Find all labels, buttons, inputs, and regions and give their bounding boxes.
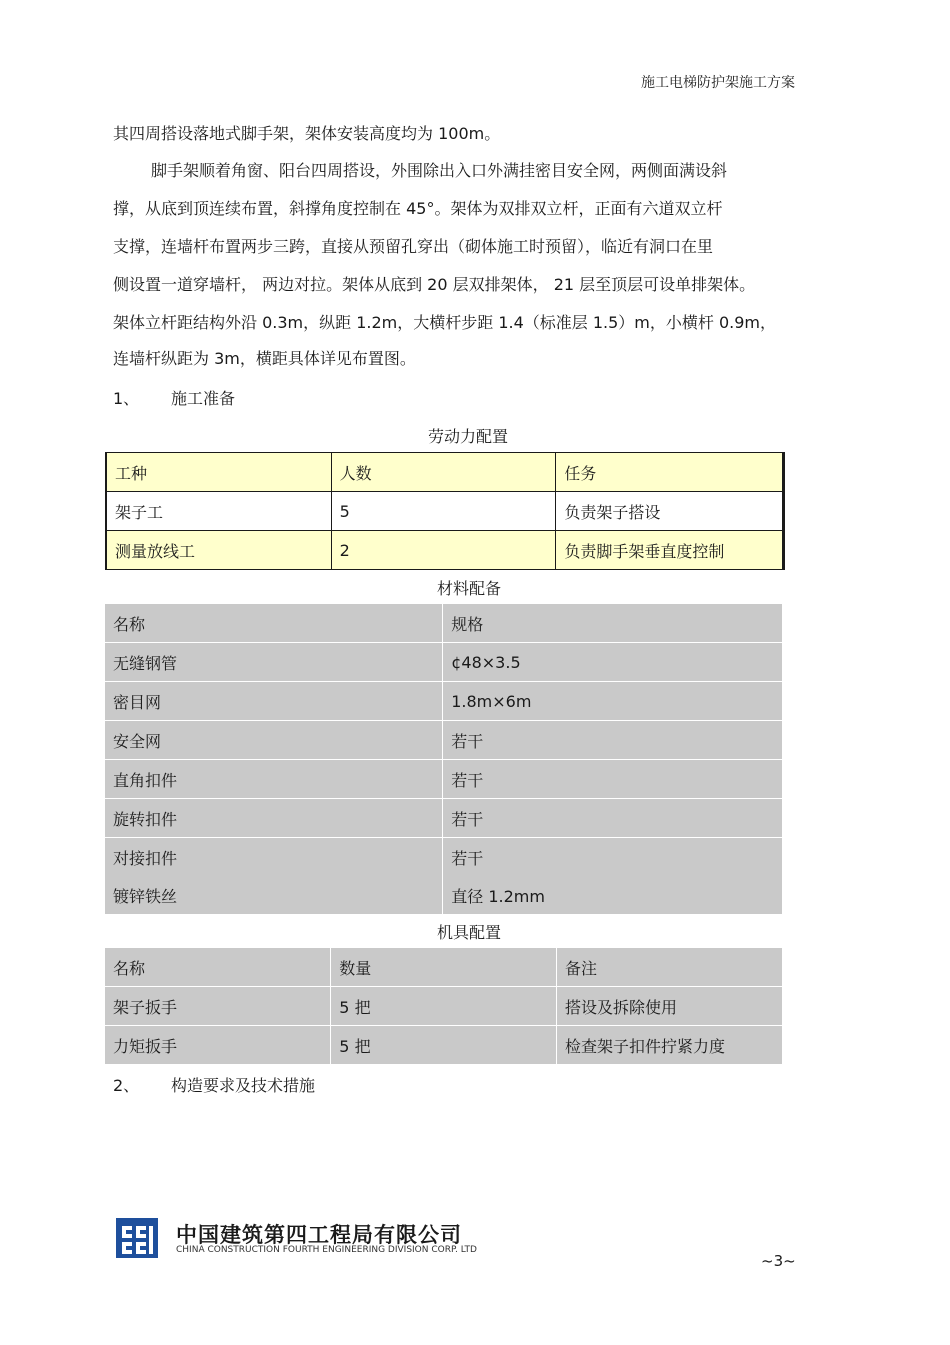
table-row xyxy=(105,987,783,1026)
table-cell: 名称 xyxy=(105,948,331,987)
table-cell: 直角扣件 xyxy=(105,760,443,799)
table-cell: 搭设及拆除使用 xyxy=(557,987,783,1026)
table-cell: 若干 xyxy=(443,760,783,799)
table-cell: 架子工 xyxy=(106,492,331,531)
table-cell: 数量 xyxy=(331,948,557,987)
table-cell: 若干 xyxy=(443,799,783,838)
paragraph-line: 侧设置一道穿墙杆， 两边对拉。架体从底到 20 层双排架体， 21 层至顶层可设单排架体。 xyxy=(113,275,756,294)
table-row xyxy=(105,682,783,721)
table-cell: 架子扳手 xyxy=(105,987,331,1026)
company-name-cn: 中国建筑第四工程局有限公司 xyxy=(176,1223,462,1247)
section-title: 施工准备 xyxy=(171,389,236,408)
paragraph-line: 连墙杆纵距为 3m，横距具体详见布置图。 xyxy=(113,349,416,368)
table-cell: 名称 xyxy=(105,604,443,643)
section-number: 1、 xyxy=(113,389,140,408)
table-cell: 安全网 xyxy=(105,721,443,760)
tools-table-caption: 机具配置 xyxy=(437,923,502,942)
section-title: 构造要求及技术措施 xyxy=(171,1076,316,1095)
page-number: ~3~ xyxy=(761,1252,796,1270)
table-cell: ¢48×3.5 xyxy=(443,643,783,682)
table-cell: 密目网 xyxy=(105,682,443,721)
paragraph-line: 其四周搭设落地式脚手架，架体安装高度均为 100m。 xyxy=(113,124,501,143)
table-cell: 工种 xyxy=(106,453,331,492)
table-row xyxy=(105,799,783,838)
section-heading-2 xyxy=(113,1073,315,1096)
cscec-logo-icon xyxy=(116,1218,158,1258)
table-cell: 1.8m×6m xyxy=(443,682,783,721)
table-cell: 5 把 xyxy=(331,1026,557,1065)
table-row xyxy=(106,531,784,570)
table-row xyxy=(105,838,783,877)
table-cell: 人数 xyxy=(331,453,556,492)
table-row xyxy=(106,492,784,531)
table-row xyxy=(105,876,783,915)
paragraph-line: 脚手架顺着角窗、阳台四周搭设，外围除出入口外满挂密目安全网，两侧面满设斜 xyxy=(151,161,728,180)
materials-table xyxy=(105,604,783,915)
paragraph-line: 撑，从底到顶连续布置，斜撑角度控制在 45°。架体为双排双立杆，正面有六道双立杆 xyxy=(113,199,723,218)
paragraph-line: 支撑，连墙杆布置两步三跨，直接从预留孔穿出（砌体施工时预留），临近有洞口在里 xyxy=(113,237,714,256)
table-row xyxy=(105,1026,783,1065)
table-cell: 若干 xyxy=(443,838,783,877)
table-row xyxy=(105,604,783,643)
table-cell: 5 把 xyxy=(331,987,557,1026)
table-row xyxy=(105,760,783,799)
table-cell: 负责架子搭设 xyxy=(556,492,784,531)
table-cell: 若干 xyxy=(443,721,783,760)
company-name-en: CHINA CONSTRUCTION FOURTH ENGINEERING DIVISION CORP. LTD xyxy=(176,1245,477,1255)
table-cell: 对接扣件 xyxy=(105,838,443,877)
table-cell: 力矩扳手 xyxy=(105,1026,331,1065)
section-heading-1 xyxy=(113,386,235,409)
table-cell: 规格 xyxy=(443,604,783,643)
materials-table-caption: 材料配备 xyxy=(437,579,502,598)
table-row xyxy=(106,453,784,492)
labor-table-caption: 劳动力配置 xyxy=(428,427,509,446)
table-row xyxy=(105,643,783,682)
table-cell: 2 xyxy=(331,531,556,570)
table-cell: 检查架子扣件拧紧力度 xyxy=(557,1026,783,1065)
table-cell: 无缝钢管 xyxy=(105,643,443,682)
table-cell: 旋转扣件 xyxy=(105,799,443,838)
table-cell: 任务 xyxy=(556,453,784,492)
paragraph-line: 架体立杆距结构外沿 0.3m，纵距 1.2m，大横杆步距 1.4（标准层 1.5）m，小横杆 0.9m， xyxy=(113,313,777,332)
page-header-title: 施工电梯防护架施工方案 xyxy=(641,75,795,91)
tools-table xyxy=(105,948,783,1065)
table-row xyxy=(105,948,783,987)
table-row xyxy=(105,721,783,760)
table-cell: 直径 1.2mm xyxy=(443,876,783,915)
labor-table xyxy=(105,452,785,570)
table-cell: 测量放线工 xyxy=(106,531,331,570)
section-number: 2、 xyxy=(113,1076,140,1095)
table-cell: 5 xyxy=(331,492,556,531)
table-cell: 负责脚手架垂直度控制 xyxy=(556,531,784,570)
table-cell: 镀锌铁丝 xyxy=(105,876,443,915)
table-cell: 备注 xyxy=(557,948,783,987)
